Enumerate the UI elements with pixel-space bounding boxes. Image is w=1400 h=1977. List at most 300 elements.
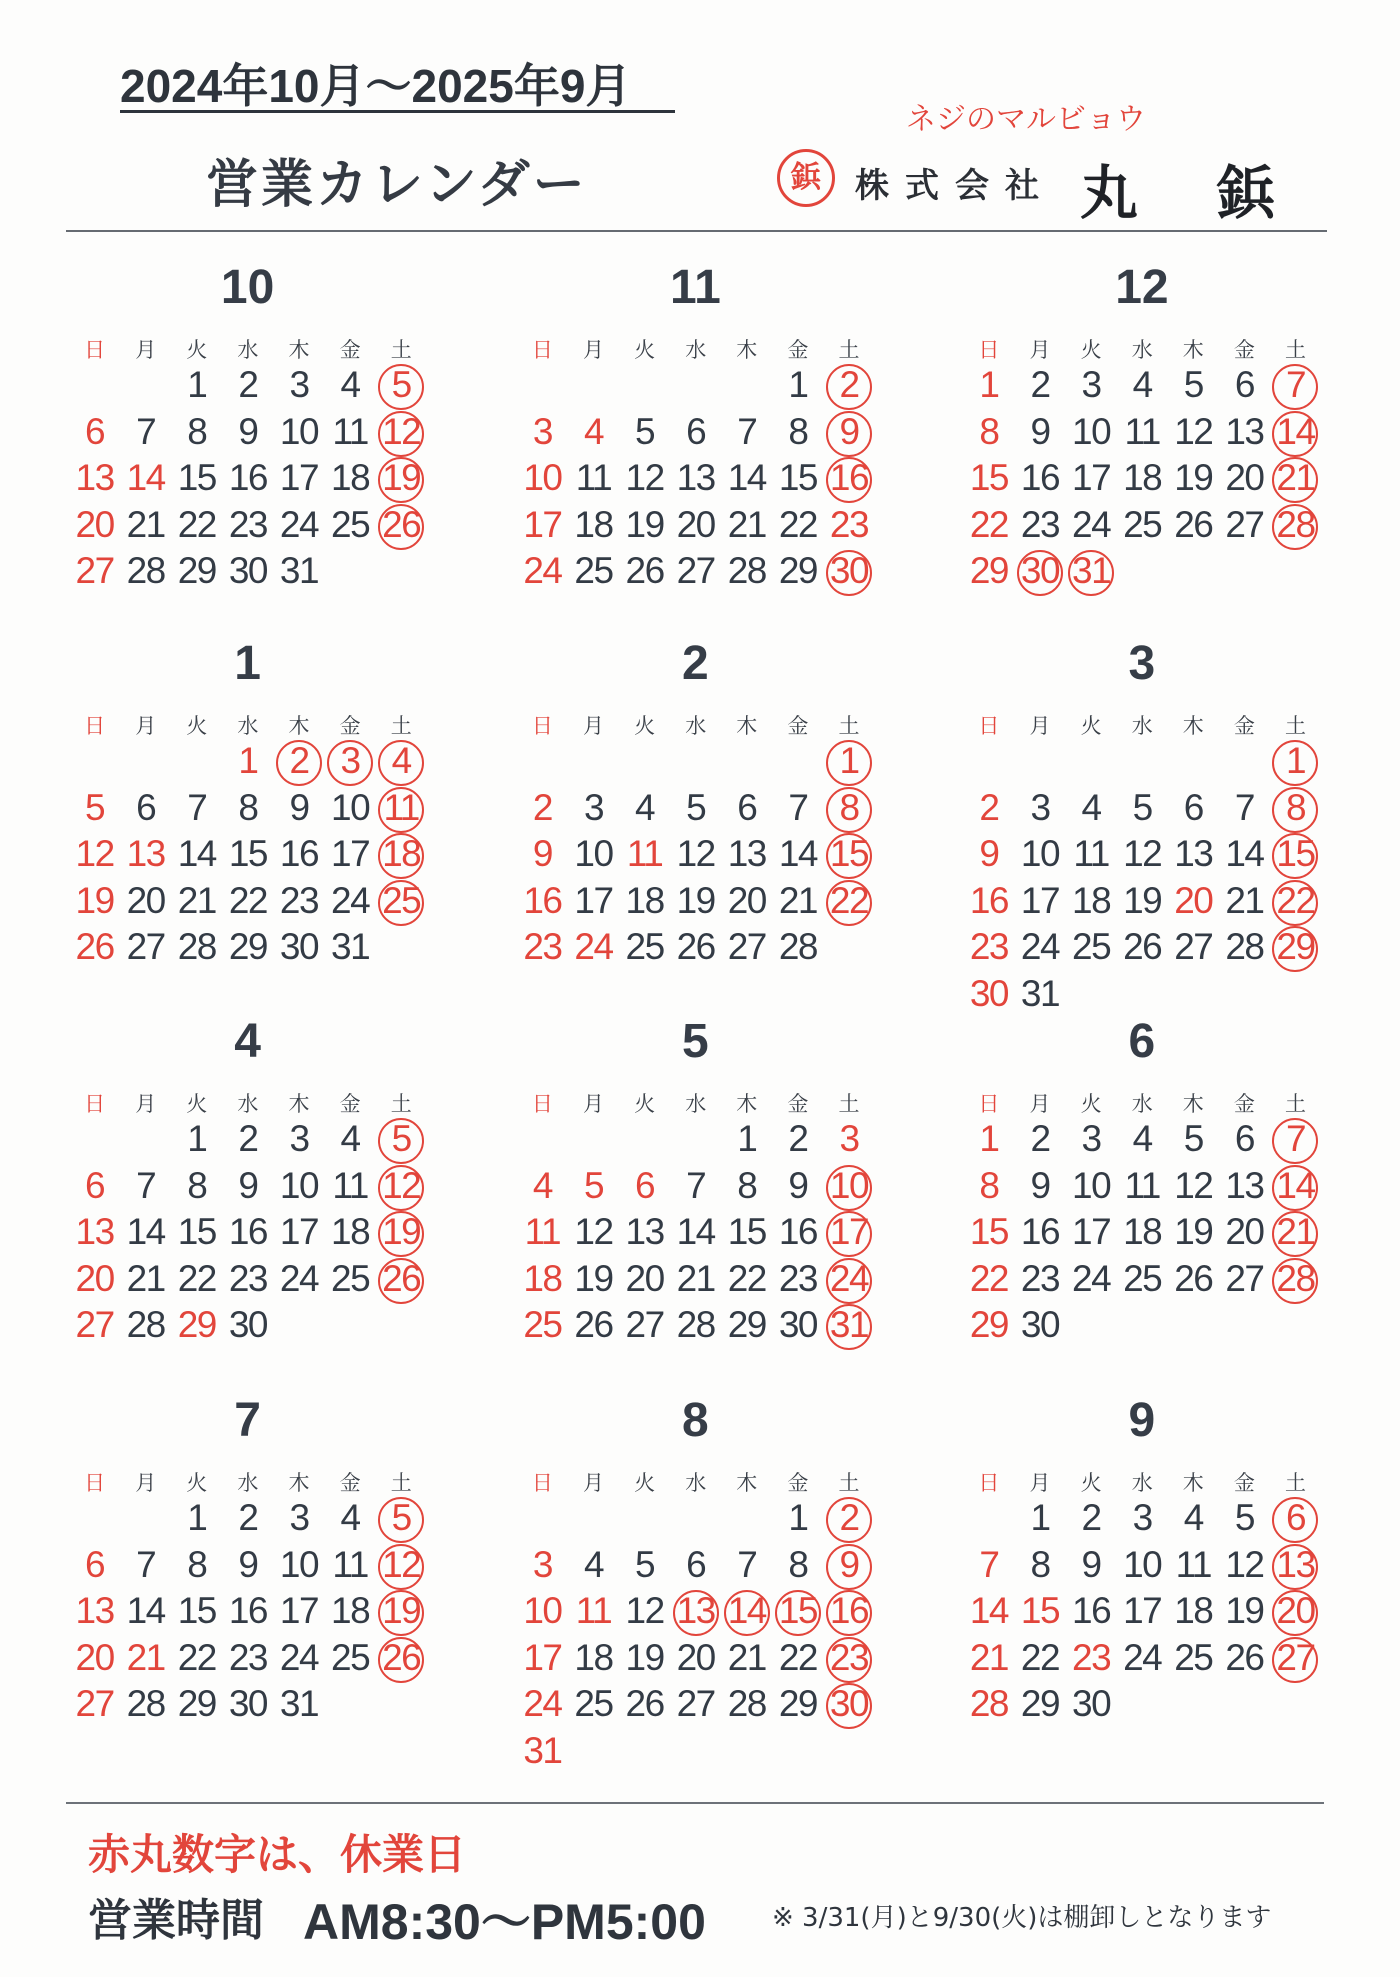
weekday-header: 土 <box>390 714 412 738</box>
calendar-day: 26 <box>574 1304 613 1346</box>
weekday-header: 月 <box>582 1471 604 1495</box>
weekday-header: 日 <box>84 1471 106 1495</box>
calendar-day: 29 <box>177 550 216 592</box>
closed-day: 8 <box>1269 787 1321 833</box>
month-label: 8 <box>682 1394 709 1447</box>
calendar-day: 23 <box>1020 1257 1060 1299</box>
closed-day: 13 <box>1269 1544 1321 1590</box>
weekday-header: 水 <box>237 714 259 738</box>
calendar-day: 2 <box>1030 1118 1050 1159</box>
closed-day: 10 <box>823 1165 875 1211</box>
calendar-day: 10 <box>1123 1543 1162 1585</box>
month-label: 3 <box>1128 637 1156 690</box>
calendar-day: 18 <box>1123 1211 1162 1253</box>
calendar-day: 9 <box>238 410 258 452</box>
calendar-day: 25 <box>1174 1636 1213 1678</box>
weekday-header: 火 <box>1080 1092 1102 1116</box>
weekday-header: 木 <box>288 1092 310 1116</box>
closed-day: 27 <box>1269 1637 1321 1683</box>
calendar-day: 21 <box>727 1636 766 1678</box>
calendar-day: 31 <box>1020 973 1060 1014</box>
calendar-day: 26 <box>1123 926 1162 968</box>
calendar-day: 28 <box>778 926 817 968</box>
calendar-day: 25 <box>1123 503 1162 545</box>
calendar-day: 23 <box>228 1257 267 1299</box>
calendar-day: 7 <box>1234 786 1254 828</box>
weekday-header: 日 <box>531 1471 553 1495</box>
calendar-day: 12 <box>1123 833 1162 875</box>
calendar-day: 8 <box>187 1164 207 1206</box>
holiday-day: 3 <box>839 1118 859 1159</box>
calendar-day: 29 <box>1020 1683 1060 1725</box>
holiday-day: 24 <box>523 550 562 592</box>
closed-day: 22 <box>823 880 875 926</box>
weekday-header: 月 <box>582 1092 604 1116</box>
weekday-header: 月 <box>1029 338 1051 362</box>
weekday-header: 月 <box>135 338 157 362</box>
calendar-day: 17 <box>1072 457 1111 499</box>
calendar-day: 18 <box>1174 1590 1213 1632</box>
calendar-day: 31 <box>279 1683 319 1725</box>
weekday-header: 火 <box>634 338 656 362</box>
calendar-day: 16 <box>778 1211 817 1253</box>
closed-day: 30 <box>1014 550 1066 596</box>
calendar-day: 12 <box>1174 410 1213 452</box>
holiday-day: 20 <box>75 1636 114 1678</box>
holiday-day: 29 <box>969 550 1008 592</box>
calendar-day: 27 <box>1225 1257 1264 1299</box>
calendar-day: 7 <box>136 1543 156 1585</box>
calendar-day: 27 <box>676 550 715 592</box>
weekday-header: 火 <box>1080 714 1102 738</box>
closed-day: 5 <box>375 1118 427 1164</box>
weekday-header: 水 <box>685 1092 707 1116</box>
calendar-day: 14 <box>676 1211 715 1253</box>
holiday-day: 1 <box>979 1118 999 1159</box>
calendar-day: 16 <box>228 457 267 499</box>
calendar-day: 4 <box>635 786 655 828</box>
holiday-day: 27 <box>75 1683 114 1725</box>
calendar-day: 14 <box>1225 833 1264 875</box>
holiday-day: 7 <box>979 1543 999 1585</box>
weekday-header: 火 <box>1080 1471 1102 1495</box>
holiday-day: 11 <box>524 1211 561 1253</box>
calendar-day: 30 <box>778 1304 817 1346</box>
weekday-header: 土 <box>838 714 860 738</box>
calendar-day: 11 <box>1175 1543 1211 1585</box>
holiday-day: 21 <box>126 1636 165 1678</box>
holiday-day: 5 <box>85 786 105 828</box>
calendar-day: 1 <box>788 1497 808 1538</box>
calendar-day: 18 <box>574 503 613 545</box>
calendar-day: 19 <box>1174 457 1213 499</box>
footer-divider <box>66 1802 1324 1804</box>
closed-day: 21 <box>1269 1211 1321 1257</box>
calendar-day: 25 <box>574 1683 613 1725</box>
calendar-day: 28 <box>727 550 766 592</box>
holiday-day: 23 <box>829 503 869 545</box>
calendar-day: 28 <box>126 1683 165 1725</box>
weekday-header: 日 <box>531 1092 553 1116</box>
calendar-day: 13 <box>1225 410 1264 452</box>
closed-day: 9 <box>823 411 875 457</box>
calendar-day: 10 <box>279 1543 319 1585</box>
calendar-day: 3 <box>583 786 604 828</box>
calendar-day: 11 <box>1124 1164 1160 1206</box>
holiday-day: 9 <box>979 833 999 875</box>
calendar-day: 12 <box>1174 1164 1213 1206</box>
weekday-header: 土 <box>1284 338 1306 362</box>
calendar-day: 11 <box>575 457 612 499</box>
calendar-day: 15 <box>177 1590 216 1632</box>
weekday-header: 火 <box>634 714 656 738</box>
closed-day: 24 <box>823 1258 875 1304</box>
holiday-day: 22 <box>969 1257 1008 1299</box>
calendar-day: 8 <box>788 410 808 452</box>
closed-day: 26 <box>375 1258 427 1304</box>
month-label: 6 <box>1128 1015 1156 1068</box>
calendar-day: 19 <box>1225 1590 1264 1632</box>
calendar-day: 23 <box>279 879 319 921</box>
calendar-day: 30 <box>228 550 267 592</box>
month-label: 11 <box>670 261 721 314</box>
calendar-day: 12 <box>574 1211 613 1253</box>
calendar-day: 15 <box>727 1211 766 1253</box>
holiday-day: 4 <box>532 1164 552 1206</box>
holiday-day: 19 <box>75 879 114 921</box>
calendar-day: 16 <box>228 1211 267 1253</box>
calendar-day: 29 <box>177 1683 216 1725</box>
calendar-day: 4 <box>1183 1497 1203 1538</box>
calendar-day: 16 <box>279 833 319 875</box>
holiday-day: 3 <box>532 410 552 452</box>
weekday-header: 木 <box>1182 1471 1204 1495</box>
calendar-day: 3 <box>289 1118 309 1159</box>
calendar-day: 27 <box>727 926 766 968</box>
calendar-day: 2 <box>1030 364 1050 405</box>
weekday-header: 水 <box>237 1092 259 1116</box>
weekday-header: 木 <box>736 714 758 738</box>
weekday-header: 木 <box>288 714 310 738</box>
holiday-day: 9 <box>532 833 552 875</box>
calendar-day: 17 <box>279 1590 319 1632</box>
month-block <box>963 1014 1323 1394</box>
calendar-day: 10 <box>1072 1164 1111 1206</box>
company-prefix: 株式会社 <box>855 166 1055 206</box>
holiday-day: 18 <box>523 1257 562 1299</box>
calendar-day: 9 <box>1030 410 1050 452</box>
calendar-day: 5 <box>1234 1497 1254 1538</box>
calendar-day: 25 <box>1072 926 1111 968</box>
holiday-day: 11 <box>575 1590 612 1632</box>
weekday-header: 水 <box>1131 714 1153 738</box>
calendar-day: 2 <box>238 1497 258 1538</box>
weekday-header: 金 <box>787 714 809 738</box>
calendar-day: 5 <box>635 410 655 452</box>
holiday-day: 20 <box>75 503 114 545</box>
holiday-day: 15 <box>969 457 1008 499</box>
calendar-day: 16 <box>1020 1211 1060 1253</box>
calendar-day: 20 <box>676 503 715 545</box>
closed-day: 5 <box>375 364 427 410</box>
calendar-day: 23 <box>778 1257 817 1299</box>
calendar-day: 21 <box>126 1257 165 1299</box>
weekday-header: 木 <box>736 338 758 362</box>
closed-day: 12 <box>375 1544 427 1590</box>
calendar-day: 26 <box>1225 1636 1264 1678</box>
calendar-day: 6 <box>1234 364 1254 405</box>
month-label: 10 <box>220 261 275 314</box>
calendar-day: 12 <box>1225 1543 1264 1585</box>
weekday-header: 水 <box>237 338 259 362</box>
weekday-header: 火 <box>1080 338 1102 362</box>
weekday-header: 火 <box>186 338 208 362</box>
holiday-day: 10 <box>523 457 562 499</box>
month-block <box>516 636 876 1016</box>
calendar-day: 12 <box>625 457 664 499</box>
weekday-header: 金 <box>339 338 361 362</box>
calendar-day: 13 <box>676 457 715 499</box>
calendar-day: 2 <box>238 364 258 405</box>
closed-day: 9 <box>823 1544 875 1590</box>
calendar-day: 27 <box>1225 503 1264 545</box>
calendar-day: 13 <box>1174 833 1213 875</box>
calendar-day: 6 <box>686 410 706 452</box>
closed-day: 20 <box>1269 1590 1321 1636</box>
calendar-day: 27 <box>126 926 165 968</box>
calendar-day: 24 <box>279 1257 319 1299</box>
closed-day: 12 <box>375 411 427 457</box>
calendar-day: 4 <box>1081 786 1101 828</box>
calendar-day: 22 <box>778 503 817 545</box>
calendar-day: 24 <box>1072 1257 1111 1299</box>
closed-day: 4 <box>375 740 427 786</box>
holiday-day: 23 <box>523 926 562 968</box>
calendar-day: 9 <box>1030 1164 1050 1206</box>
calendar-day: 1 <box>788 364 808 405</box>
weekday-header: 土 <box>838 1471 860 1495</box>
calendar-day: 26 <box>1174 503 1213 545</box>
holiday-day: 15 <box>969 1211 1008 1253</box>
calendar-day: 5 <box>635 1543 655 1585</box>
calendar-day: 28 <box>126 1304 165 1346</box>
calendar-day: 30 <box>1020 1304 1060 1346</box>
closed-day: 16 <box>823 457 875 503</box>
weekday-header: 金 <box>787 1471 809 1495</box>
calendar-day: 10 <box>279 410 319 452</box>
month-block <box>516 1393 876 1773</box>
weekday-header: 月 <box>135 1471 157 1495</box>
calendar-day: 28 <box>177 926 216 968</box>
holiday-day: 21 <box>969 1636 1008 1678</box>
closed-day: 13 <box>670 1590 722 1636</box>
calendar-day: 21 <box>177 879 216 921</box>
calendar-day: 2 <box>238 1118 258 1159</box>
calendar-day: 2 <box>788 1118 808 1159</box>
holiday-day: 29 <box>177 1304 216 1346</box>
calendar-day: 13 <box>1225 1164 1264 1206</box>
calendar-day: 7 <box>136 410 156 452</box>
calendar-day: 10 <box>574 833 613 875</box>
calendar-day: 29 <box>727 1304 766 1346</box>
holiday-day: 6 <box>635 1164 655 1206</box>
calendar-day: 15 <box>177 1211 216 1253</box>
holiday-day: 13 <box>126 833 165 875</box>
business-hours-label: 営業時間 <box>88 1895 264 1946</box>
calendar-day: 11 <box>1124 410 1160 452</box>
calendar-day: 10 <box>279 1164 319 1206</box>
calendar-day: 10 <box>1020 833 1060 875</box>
calendar-day: 16 <box>1072 1590 1111 1632</box>
weekday-header: 月 <box>582 714 604 738</box>
calendar-day: 19 <box>625 1636 664 1678</box>
holiday-day: 27 <box>75 550 114 592</box>
closed-day: 16 <box>823 1590 875 1636</box>
calendar-day: 29 <box>228 926 267 968</box>
calendar-day: 25 <box>625 926 664 968</box>
weekday-header: 月 <box>1029 1092 1051 1116</box>
calendar-day: 19 <box>1174 1211 1213 1253</box>
holiday-day: 17 <box>523 503 562 545</box>
calendar-day: 19 <box>676 879 715 921</box>
calendar-day: 9 <box>238 1164 258 1206</box>
calendar-day: 8 <box>187 410 207 452</box>
holiday-day: 6 <box>85 1164 105 1206</box>
weekday-header: 土 <box>838 1092 860 1116</box>
month-block <box>69 260 429 640</box>
calendar-day: 10 <box>1072 410 1111 452</box>
calendar-day: 9 <box>1081 1543 1101 1585</box>
month-label: 7 <box>234 1394 261 1447</box>
closed-day: 31 <box>823 1304 875 1350</box>
month-label: 4 <box>234 1015 261 1068</box>
holiday-day: 23 <box>969 926 1008 968</box>
month-label: 9 <box>1128 1394 1156 1447</box>
calendar-day: 6 <box>136 786 156 828</box>
page-title: 営業カレンダー <box>206 156 588 214</box>
weekday-header: 火 <box>186 1471 208 1495</box>
calendar-day: 18 <box>1123 457 1162 499</box>
calendar-day: 29 <box>778 1683 817 1725</box>
closed-day: 2 <box>823 1497 875 1543</box>
calendar-day: 26 <box>676 926 715 968</box>
weekday-header: 木 <box>288 1471 310 1495</box>
inventory-note: ※ 3/31(月)と9/30(火)は棚卸しとなります <box>772 1903 1272 1933</box>
weekday-header: 日 <box>978 1092 1000 1116</box>
weekday-header: 土 <box>390 1092 412 1116</box>
calendar-day: 25 <box>331 1257 370 1299</box>
closed-day: 23 <box>823 1637 875 1683</box>
calendar-day: 3 <box>289 364 309 405</box>
weekday-header: 水 <box>1131 338 1153 362</box>
closed-day: 7 <box>1269 1118 1321 1164</box>
weekday-header: 日 <box>84 338 106 362</box>
weekday-header: 水 <box>685 714 707 738</box>
calendar-day: 23 <box>228 503 267 545</box>
weekday-header: 金 <box>787 338 809 362</box>
calendar-day: 1 <box>187 1118 207 1159</box>
holiday-day: 2 <box>979 786 999 828</box>
weekday-header: 金 <box>1233 1092 1255 1116</box>
calendar-day: 31 <box>331 926 370 968</box>
holiday-day: 8 <box>979 1164 999 1206</box>
weekday-header: 日 <box>978 338 1000 362</box>
calendar-day: 26 <box>1174 1257 1213 1299</box>
calendar-day: 5 <box>1132 786 1152 828</box>
calendar-day: 8 <box>187 1543 207 1585</box>
calendar-day: 6 <box>1234 1118 1254 1159</box>
calendar-day: 21 <box>727 503 766 545</box>
calendar-day: 12 <box>625 1590 664 1632</box>
weekday-header: 月 <box>582 338 604 362</box>
month-label: 5 <box>682 1015 709 1068</box>
month-block <box>69 636 429 1016</box>
calendar-day: 14 <box>126 1211 165 1253</box>
calendar-day: 24 <box>331 879 370 921</box>
calendar-day: 18 <box>625 879 664 921</box>
month-block <box>69 1393 429 1773</box>
calendar-day: 30 <box>228 1304 267 1346</box>
weekday-header: 水 <box>1131 1471 1153 1495</box>
weekday-header: 金 <box>339 1092 361 1116</box>
closed-day: 12 <box>375 1165 427 1211</box>
closed-day: 29 <box>1269 926 1321 972</box>
weekday-header: 土 <box>838 338 860 362</box>
month-block <box>69 1014 429 1394</box>
month-block <box>516 260 876 640</box>
calendar-day: 11 <box>332 410 368 452</box>
calendar-day: 18 <box>574 1636 613 1678</box>
calendar-day: 1 <box>187 364 207 405</box>
weekday-header: 金 <box>339 1471 361 1495</box>
holiday-day: 8 <box>979 410 999 452</box>
holiday-day: 26 <box>75 926 114 968</box>
calendar-day: 17 <box>574 879 613 921</box>
holiday-day: 6 <box>85 410 105 452</box>
holiday-day: 24 <box>574 926 613 968</box>
calendar-day: 22 <box>228 879 267 921</box>
calendar-day: 6 <box>1183 786 1203 828</box>
calendar-day: 4 <box>1132 1118 1152 1159</box>
calendar-day: 6 <box>737 786 757 828</box>
weekday-header: 土 <box>1284 714 1306 738</box>
closed-day: 31 <box>1065 550 1117 596</box>
calendar-day: 23 <box>228 1636 267 1678</box>
calendar-day: 13 <box>625 1211 664 1253</box>
closed-day: 18 <box>375 833 427 879</box>
weekday-header: 火 <box>634 1092 656 1116</box>
calendar-day: 20 <box>1225 457 1264 499</box>
calendar-day: 26 <box>625 1683 664 1725</box>
calendar-day: 11 <box>332 1164 368 1206</box>
calendar-day: 22 <box>177 1636 216 1678</box>
holiday-day: 11 <box>626 833 663 875</box>
closed-day: 30 <box>823 1683 875 1729</box>
calendar-day: 22 <box>727 1257 766 1299</box>
closed-day: 1 <box>1269 740 1321 786</box>
calendar-day: 28 <box>676 1304 715 1346</box>
holiday-day: 13 <box>75 457 114 499</box>
weekday-header: 月 <box>1029 1471 1051 1495</box>
weekday-header: 木 <box>736 1092 758 1116</box>
calendar-day: 20 <box>1225 1211 1264 1253</box>
company-name-first: 丸 <box>1080 159 1139 227</box>
holiday-day: 13 <box>75 1211 114 1253</box>
closed-day: 14 <box>1269 1165 1321 1211</box>
calendar-day: 3 <box>1081 364 1101 405</box>
weekday-header: 土 <box>390 1471 412 1495</box>
calendar-day: 4 <box>583 1543 604 1585</box>
